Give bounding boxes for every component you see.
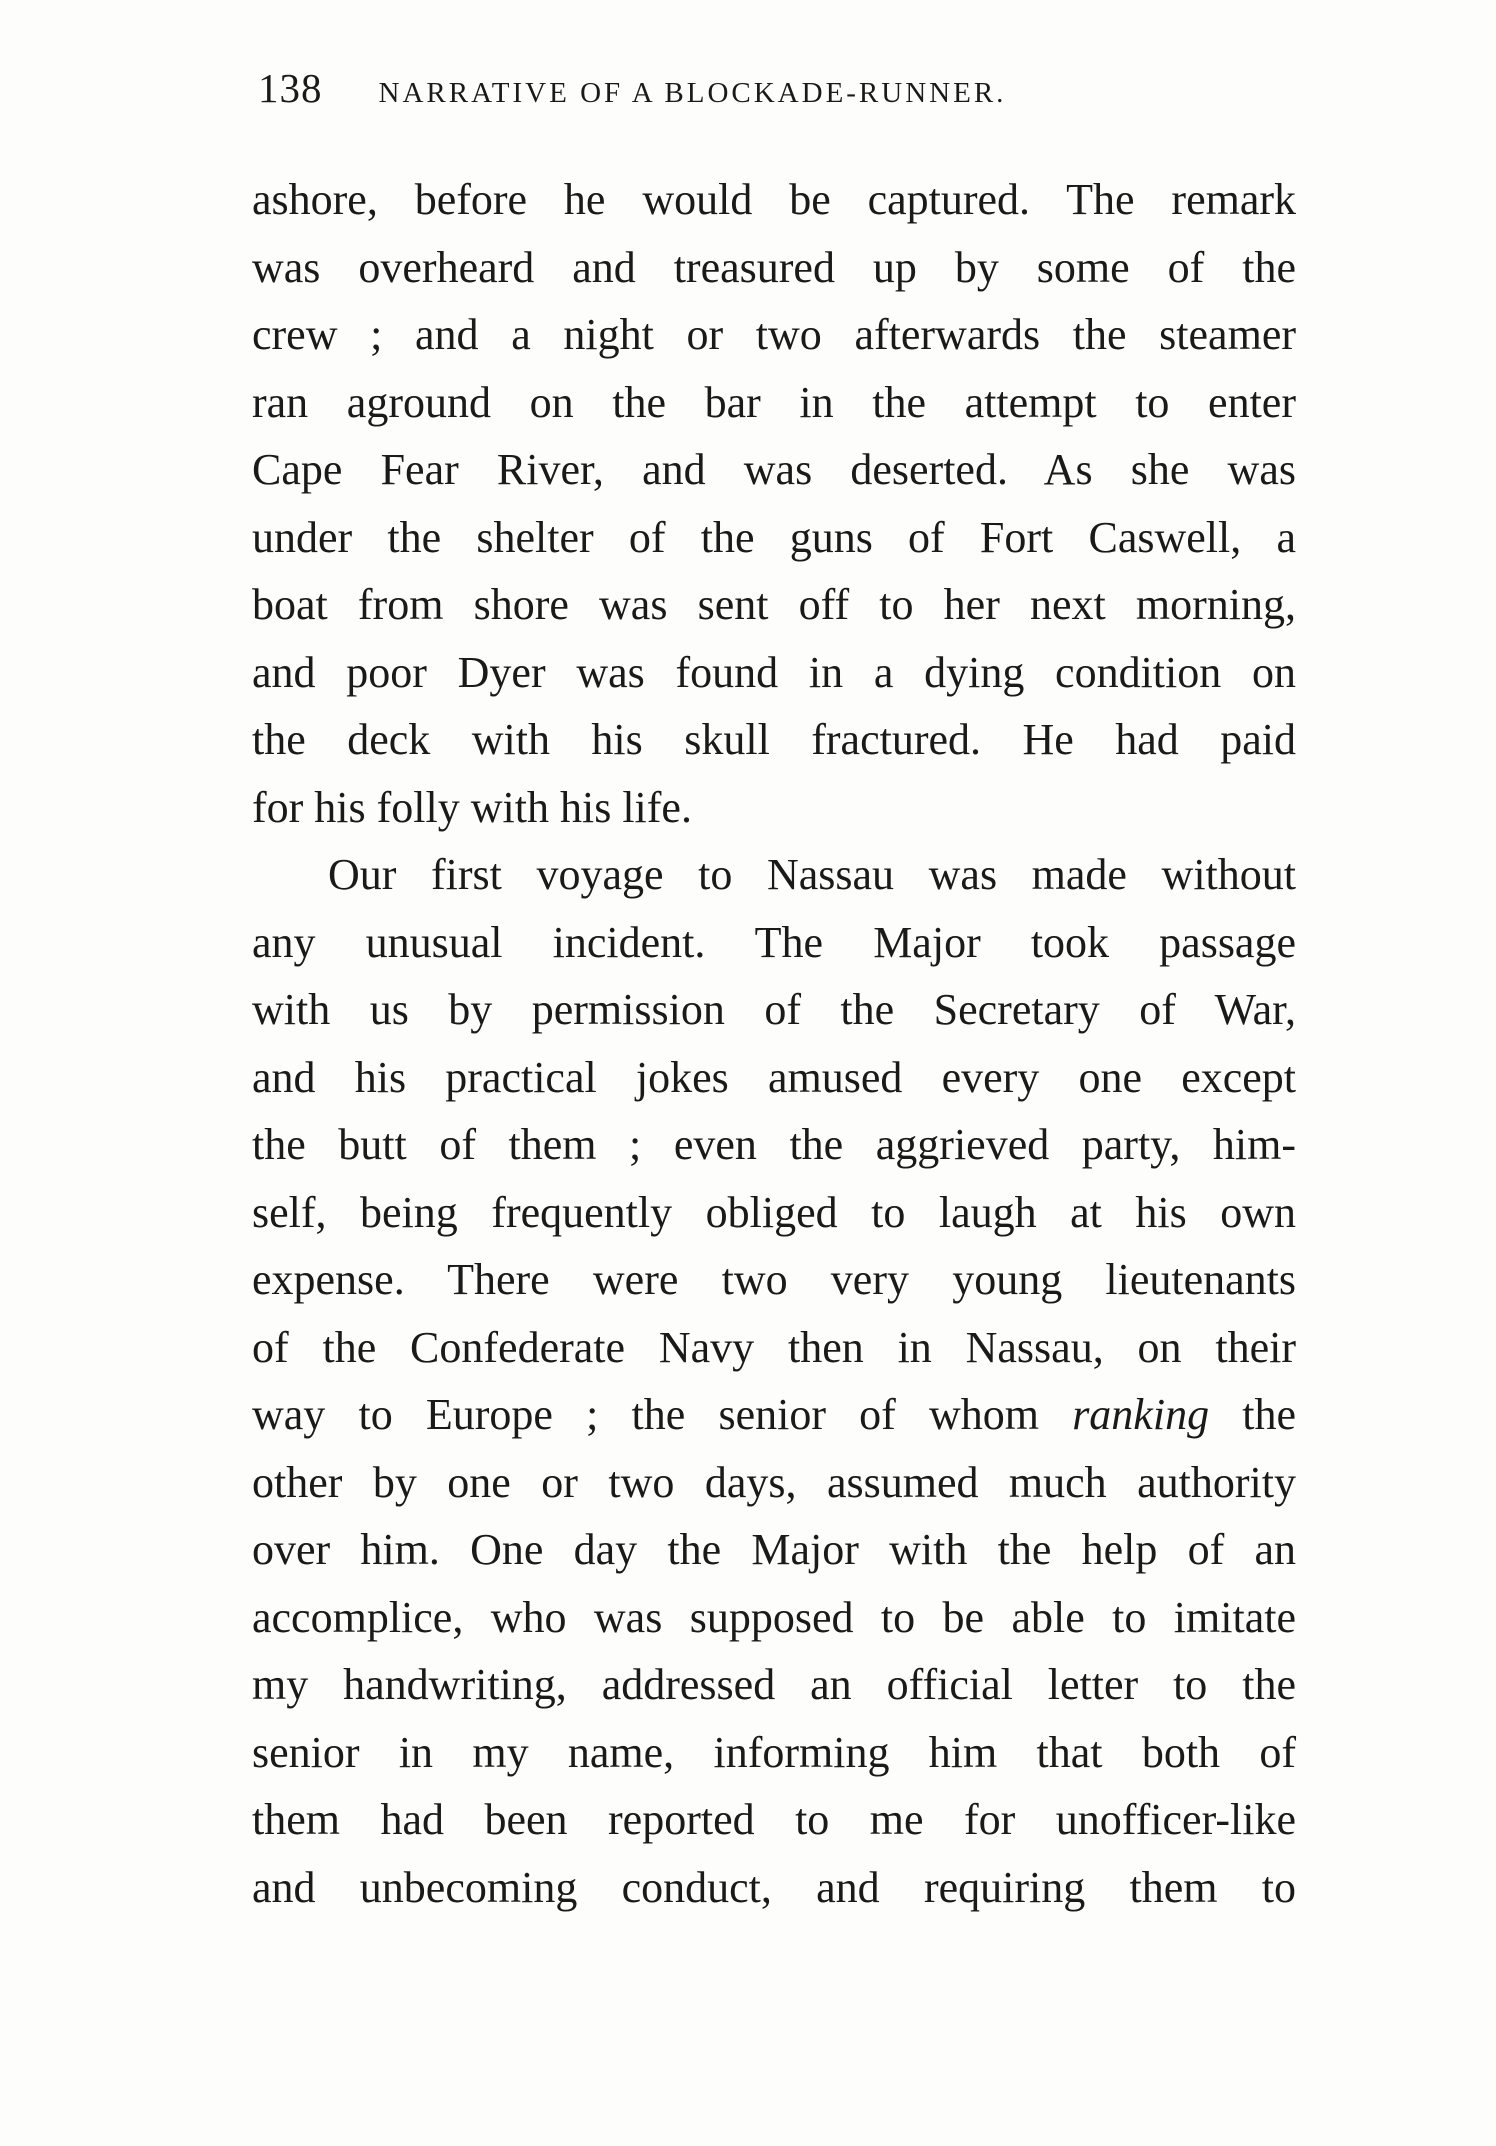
text-line: and his practical jokes amused every one except [252, 1052, 1296, 1102]
text-line: them had been reported to me for unofficer-like [252, 1795, 1296, 1844]
text-line: and poor Dyer was found in a dying condition on [252, 647, 1296, 697]
text-line-with-italic [252, 1381, 1296, 1449]
page-number: 138 [258, 65, 323, 111]
text-line: and unbecoming conduct, and requiring them to [252, 1862, 1296, 1912]
text-line: ran aground on the bar in the attempt to enter [252, 377, 1296, 427]
text-line: my handwriting, addressed an official letter to the [252, 1660, 1296, 1709]
text-line: self, being frequently obliged to laugh at his own [252, 1187, 1296, 1237]
paragraph-1 [252, 166, 1296, 841]
text-line: was overheard and treasured up by some of the [252, 242, 1296, 292]
paragraph-2 [252, 841, 1296, 1921]
text-line: other by one or two days, assumed much authority [252, 1457, 1296, 1507]
text-line: the butt of them ; even the aggrieved party, him- [252, 1120, 1296, 1169]
text-line: Our first voyage to Nassau was made without [328, 850, 1296, 899]
text-line: of the Confederate Navy then in Nassau, on their [252, 1322, 1296, 1372]
text-line: boat from shore was sent off to her next morning, [252, 580, 1296, 629]
text-line: for his folly with his life. [252, 782, 692, 832]
running-title: NARRATIVE OF A BLOCKADE-RUNNER. [378, 77, 1007, 109]
text-line: the deck with his skull fractured. He had paid [252, 715, 1296, 764]
text-line: any unusual incident. The Major took passage [252, 917, 1296, 967]
text-line: accomplice, who was supposed to be able to imitate [252, 1592, 1296, 1642]
text-line: over him. One day the Major with the help of an [252, 1525, 1296, 1574]
text-line: crew ; and a night or two afterwards the steamer [252, 310, 1296, 359]
text-line: senior in my name, informing him that both of [252, 1727, 1296, 1777]
text-segment: the [1242, 1390, 1297, 1439]
text-line: under the shelter of the guns of Fort Caswell, a [252, 512, 1296, 562]
text-line: expense. There were two very young lieutenants [252, 1255, 1296, 1304]
running-head [258, 64, 1298, 124]
text-line: Cape Fear River, and was deserted. As she was [252, 445, 1296, 494]
text-line: ashore, before he would be captured. The remark [252, 175, 1296, 224]
text-line: with us by permission of the Secretary of War, [252, 985, 1296, 1034]
text-segment: way to Europe ; the senior of whom [252, 1390, 1039, 1439]
italic-word: ranking [1072, 1390, 1210, 1439]
body-text [252, 166, 1296, 1921]
